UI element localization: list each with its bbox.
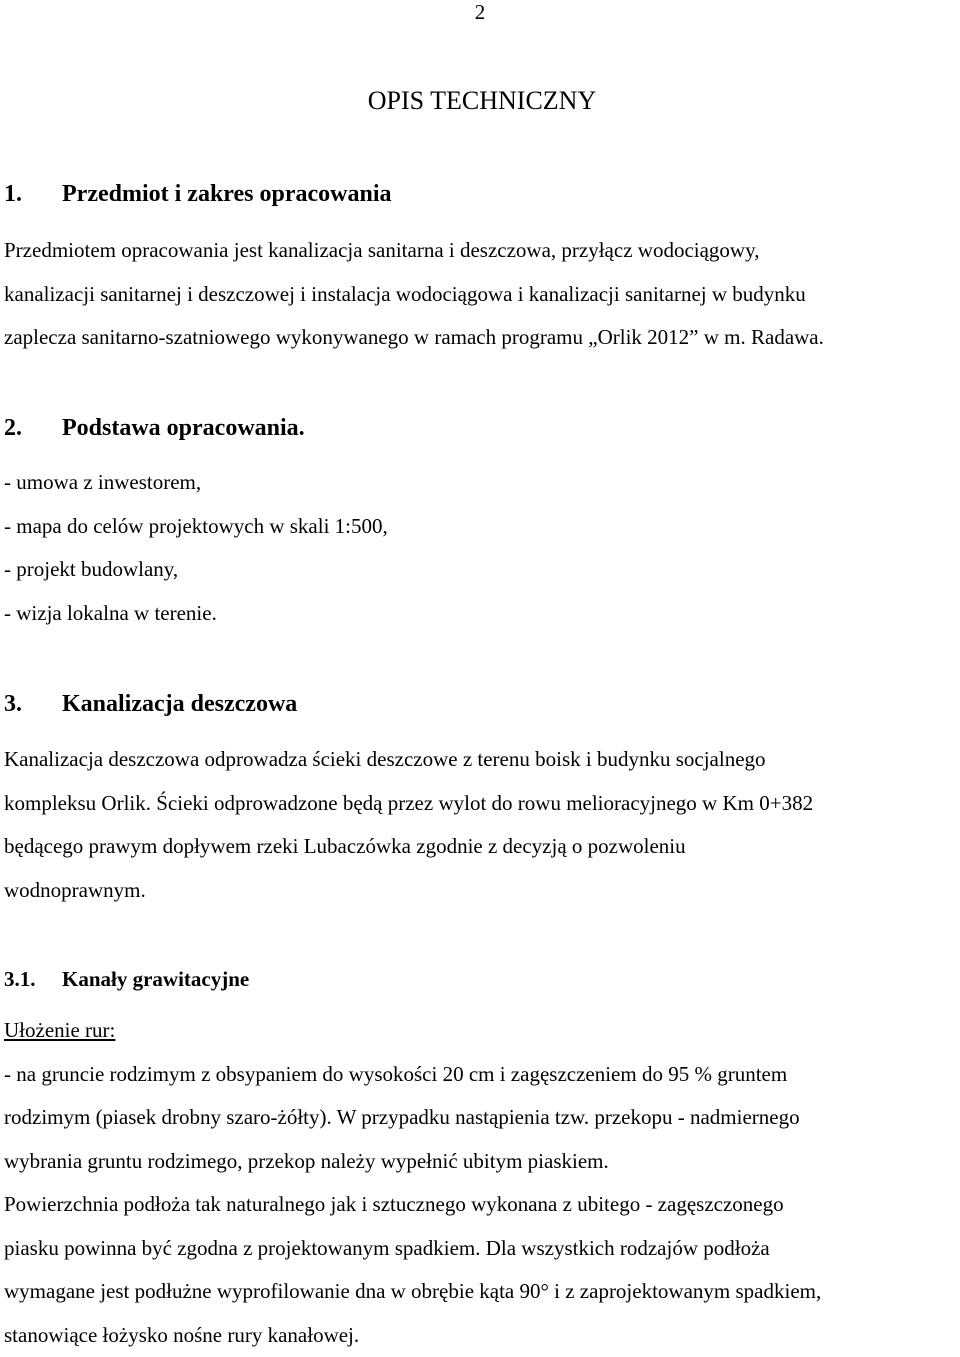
- text-line: stanowiące łożysko nośne rury kanałowej.: [4, 1314, 956, 1357]
- text-line: wymagane jest podłużne wyprofilowanie dna w obrębie kąta 90° i z zaprojektowanym spadkiem,: [4, 1270, 956, 1314]
- document-title: OPIS TECHNICZNY: [0, 86, 960, 116]
- section-3-1-body: [4, 1009, 956, 1357]
- text-line: wodnoprawnym.: [4, 869, 956, 913]
- text-line: kanalizacji sanitarnej i deszczowej i instalacja wodociągowa i kanalizacji sanitarnej w budynku: [4, 273, 956, 317]
- text-line: - na gruncie rodzimym z obsypaniem do wysokości 20 cm i zagęszczeniem do 95 % gruntem: [4, 1053, 956, 1097]
- text-line: rodzimym (piasek drobny szaro-żółty). W przypadku nastąpienia tzw. przekopu - nadmiernego: [4, 1096, 956, 1140]
- text-line: Kanalizacja deszczowa odprowadza ścieki deszczowe z terenu boisk i budynku socjalnego: [4, 738, 956, 782]
- text-line: Przedmiotem opracowania jest kanalizacja sanitarna i deszczowa, przyłącz wodociągowy,: [4, 229, 956, 273]
- section-title: Kanalizacja deszczowa: [62, 691, 297, 717]
- section-number: 3.1.: [4, 965, 62, 993]
- section-3-body: [4, 738, 956, 912]
- section-1-heading: [4, 180, 392, 208]
- list-item: - wizja lokalna w terenie.: [4, 592, 956, 636]
- section-1-body: [4, 229, 956, 360]
- text-line: piasku powinna być zgodna z projektowanym spadkiem. Dla wszystkich rodzajów podłoża: [4, 1227, 956, 1271]
- text-line: kompleksu Orlik. Ścieki odprowadzone będą przez wylot do rowu melioracyjnego w Km 0+382: [4, 782, 956, 826]
- section-2-list: [4, 461, 956, 635]
- page-number: 2: [0, 0, 960, 24]
- section-title: Podstawa opracowania.: [62, 415, 305, 441]
- subheading: Ułożenie rur:: [4, 1009, 956, 1053]
- text-line: wybrania gruntu rodzimego, przekop należy wypełnić ubitym piaskiem.: [4, 1140, 956, 1184]
- section-2-heading: [4, 414, 305, 442]
- text-line: Powierzchnia podłoża tak naturalnego jak i sztucznego wykonana z ubitego - zagęszczonego: [4, 1183, 956, 1227]
- section-title: Przedmiot i zakres opracowania: [62, 181, 392, 207]
- text-line: zaplecza sanitarno-szatniowego wykonywanego w ramach programu „Orlik 2012” w m. Radawa.: [4, 316, 956, 360]
- list-item: - mapa do celów projektowych w skali 1:500,: [4, 505, 956, 549]
- list-item: - umowa z inwestorem,: [4, 461, 956, 505]
- section-title: Kanały grawitacyjne: [62, 967, 249, 991]
- list-item: - projekt budowlany,: [4, 548, 956, 592]
- section-number: 2.: [4, 414, 62, 442]
- section-number: 3.: [4, 690, 62, 718]
- section-3-1-heading: [4, 965, 249, 993]
- text-line: będącego prawym dopływem rzeki Lubaczówka zgodnie z decyzją o pozwoleniu: [4, 825, 956, 869]
- section-number: 1.: [4, 180, 62, 208]
- section-3-heading: [4, 690, 297, 718]
